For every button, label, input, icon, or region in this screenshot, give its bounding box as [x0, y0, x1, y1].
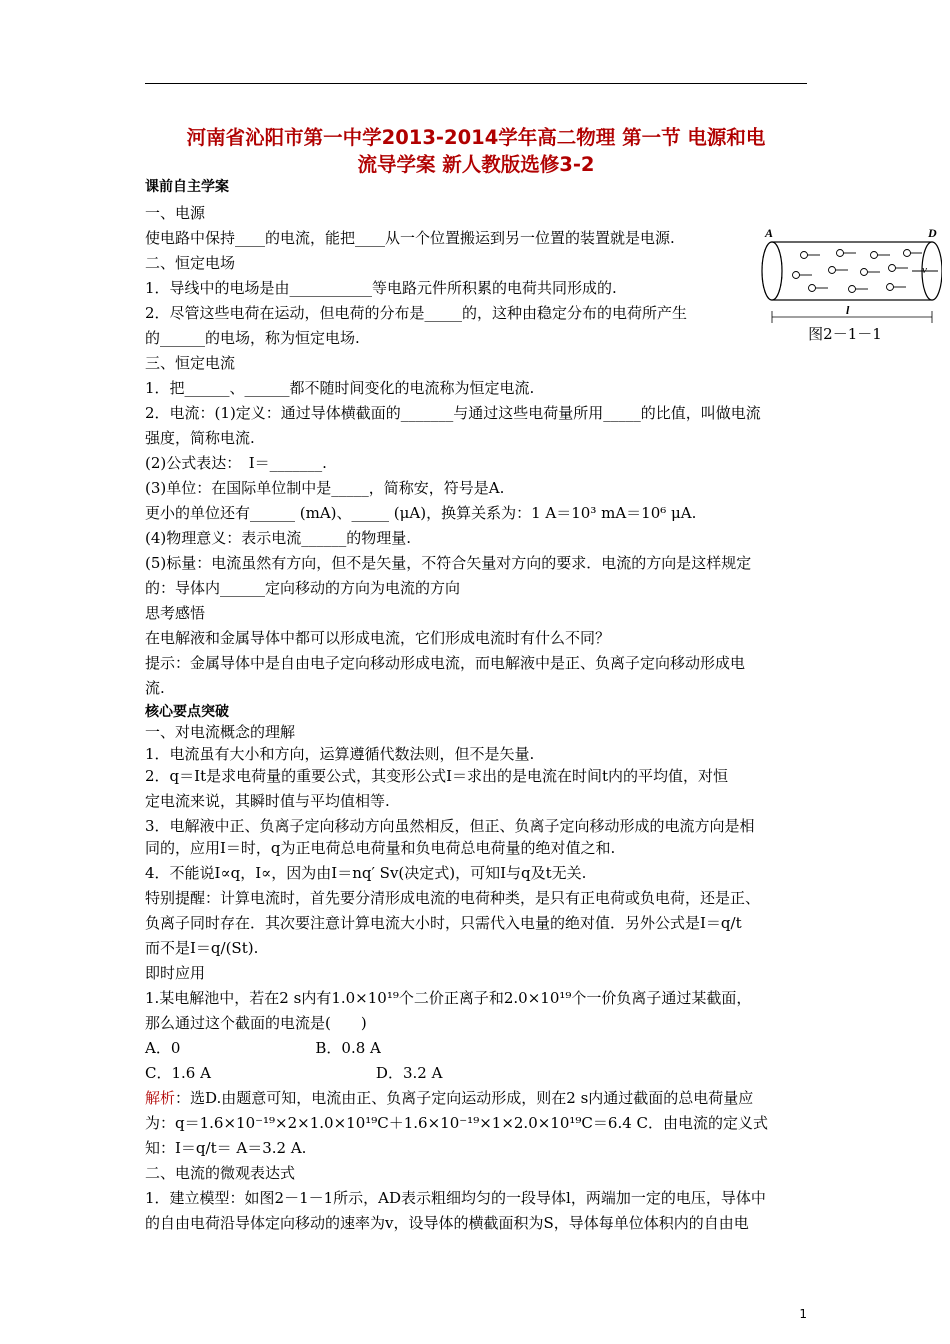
text-line: 即时应用 [145, 964, 206, 982]
text-line: 提示：金属导体中是自由电子定向移动形成电流，而电解液中是正、负离子定向移动形成电 [145, 654, 746, 672]
text-line: 使电路中保持____的电流，能把____从一个位置搬运到另一位置的装置就是电源. [145, 229, 675, 247]
text-line: (4)物理意义：表示电流______的物理量. [145, 529, 412, 547]
charge-arrows [793, 250, 923, 293]
label-d: D [928, 226, 937, 240]
text-line: 强度，简称电流. [145, 429, 255, 447]
section-heading: 课前自主学案 [145, 179, 229, 195]
text-line: 1．导线中的电场是由___________等电路元件所积累的电荷共同形成的. [145, 279, 617, 297]
page-number: 1 [799, 1307, 807, 1321]
text-line: 那么通过这个截面的电流是( ) [145, 1014, 367, 1032]
text-line: 2．尽管这些电荷在运动，但电荷的分布是_____的，这种由稳定分布的电荷所产生 [145, 304, 688, 322]
text-line: 的______的电场，称为恒定电场. [145, 329, 360, 347]
text-line: 1.某电解池中，若在2 s内有1.0×10¹⁹个二价正离子和2.0×10¹⁹个一价负离子通过某截面， [145, 989, 752, 1007]
choice-line: C．1.6 A D．3.2 A [145, 1064, 443, 1082]
text-line: 一、电源 [145, 204, 206, 222]
text-line: 定电流来说，其瞬时值与平均值相等. [145, 792, 390, 810]
text-line: 1．建立模型：如图2－1－1所示，AD表示粗细均匀的一段导体l，两端加一定的电压，导体中 [145, 1189, 766, 1207]
solution-label: 解析 [145, 1089, 176, 1107]
text-line: 为：q＝1.6×10⁻¹⁹×2×1.0×10¹⁹C＋1.6×10⁻¹⁹×1×2.0×10¹⁹C＝6.4 C．由电流的定义式 [145, 1114, 768, 1132]
text-line: 更小的单位还有______ (mA)、_____ (μA)，换算关系为：1 A＝10³ mA＝10⁶ μA. [145, 504, 697, 522]
title-line-2: 流导学案 新人教版选修3-2 [357, 153, 595, 176]
text-line: 的自由电荷沿导体定向移动的速率为v，设导体的横截面积为S，导体每单位体积内的自由电 [145, 1214, 749, 1232]
text-line: 负离子同时存在．其次要注意计算电流大小时，只需代入电量的绝对值．另外公式是I＝q/t [145, 914, 742, 932]
choice-line: A．0 B．0.8 A [145, 1039, 381, 1057]
text-line: 同的，应用I＝时，q为正电荷总电荷量和负电荷总电荷量的绝对值之和. [145, 839, 616, 857]
text-line: 4．不能说I∝q，I∝，因为由I＝nq′ Sv(决定式)，可知I与q及t无关. [145, 864, 587, 882]
text-line: 2．电流：(1)定义：通过导体横截面的_______与通过这些电荷量所用_____的比值，叫做电流 [145, 404, 761, 422]
document-title [120, 124, 832, 178]
solution-line [145, 1088, 753, 1108]
section-heading: 核心要点突破 [145, 704, 229, 720]
solution-text: ：选D.由题意可知，电流由正、负离子定向运动形成，则在2 s内通过截面的总电荷量应 [175, 1089, 754, 1107]
text-line: 二、电流的微观表达式 [145, 1164, 296, 1182]
text-line: 流. [145, 679, 165, 697]
text-line: (2)公式表达： I＝_______. [145, 454, 327, 472]
text-line: 1．电流虽有大小和方向，运算遵循代数法则，但不是矢量. [145, 745, 535, 763]
text-line: 特别提醒：计算电流时，首先要分清形成电流的电荷种类，是只有正电荷或负电荷，还是正、 [145, 889, 761, 907]
text-line: 三、恒定电流 [145, 354, 236, 372]
text-line: 2．q＝It是求电荷量的重要公式，其变形公式I＝求出的是电流在时间t内的平均值，对恒 [145, 767, 729, 785]
text-line: 思考感悟 [145, 604, 206, 622]
label-v: v [922, 264, 927, 276]
text-line: 3．电解液中正、负离子定向移动方向虽然相反，但正、负离子定向移动形成的电流方向是相 [145, 817, 755, 835]
label-l: l [846, 303, 850, 317]
text-line: (5)标量：电流虽然有方向，但不是矢量，不符合矢量对方向的要求．电流的方向是这样规定 [145, 554, 752, 572]
title-line-1: 河南省沁阳市第一中学2013-2014学年高二物理 第一节 电源和电 [186, 126, 766, 149]
text-line: 1．把______、______都不随时间变化的电流称为恒定电流. [145, 379, 535, 397]
figure-caption: 图2－1－1 [808, 325, 882, 343]
text-line: 一、对电流概念的理解 [145, 723, 296, 741]
text-line: 而不是I＝q/(St). [145, 939, 259, 957]
text-line: 的：导体内______定向移动的方向为电流的方向 [145, 579, 461, 597]
header-rule [145, 83, 807, 84]
text-line: (3)单位：在国际单位制中是_____，简称安，符号是A. [145, 479, 505, 497]
text-line: 二、恒定电场 [145, 254, 236, 272]
label-a: A [765, 226, 774, 240]
text-line: 知：I＝q/t＝ A＝3.2 A. [145, 1139, 307, 1157]
text-line: 在电解液和金属导体中都可以形成电流，它们形成电流时有什么不同？ [145, 629, 611, 647]
